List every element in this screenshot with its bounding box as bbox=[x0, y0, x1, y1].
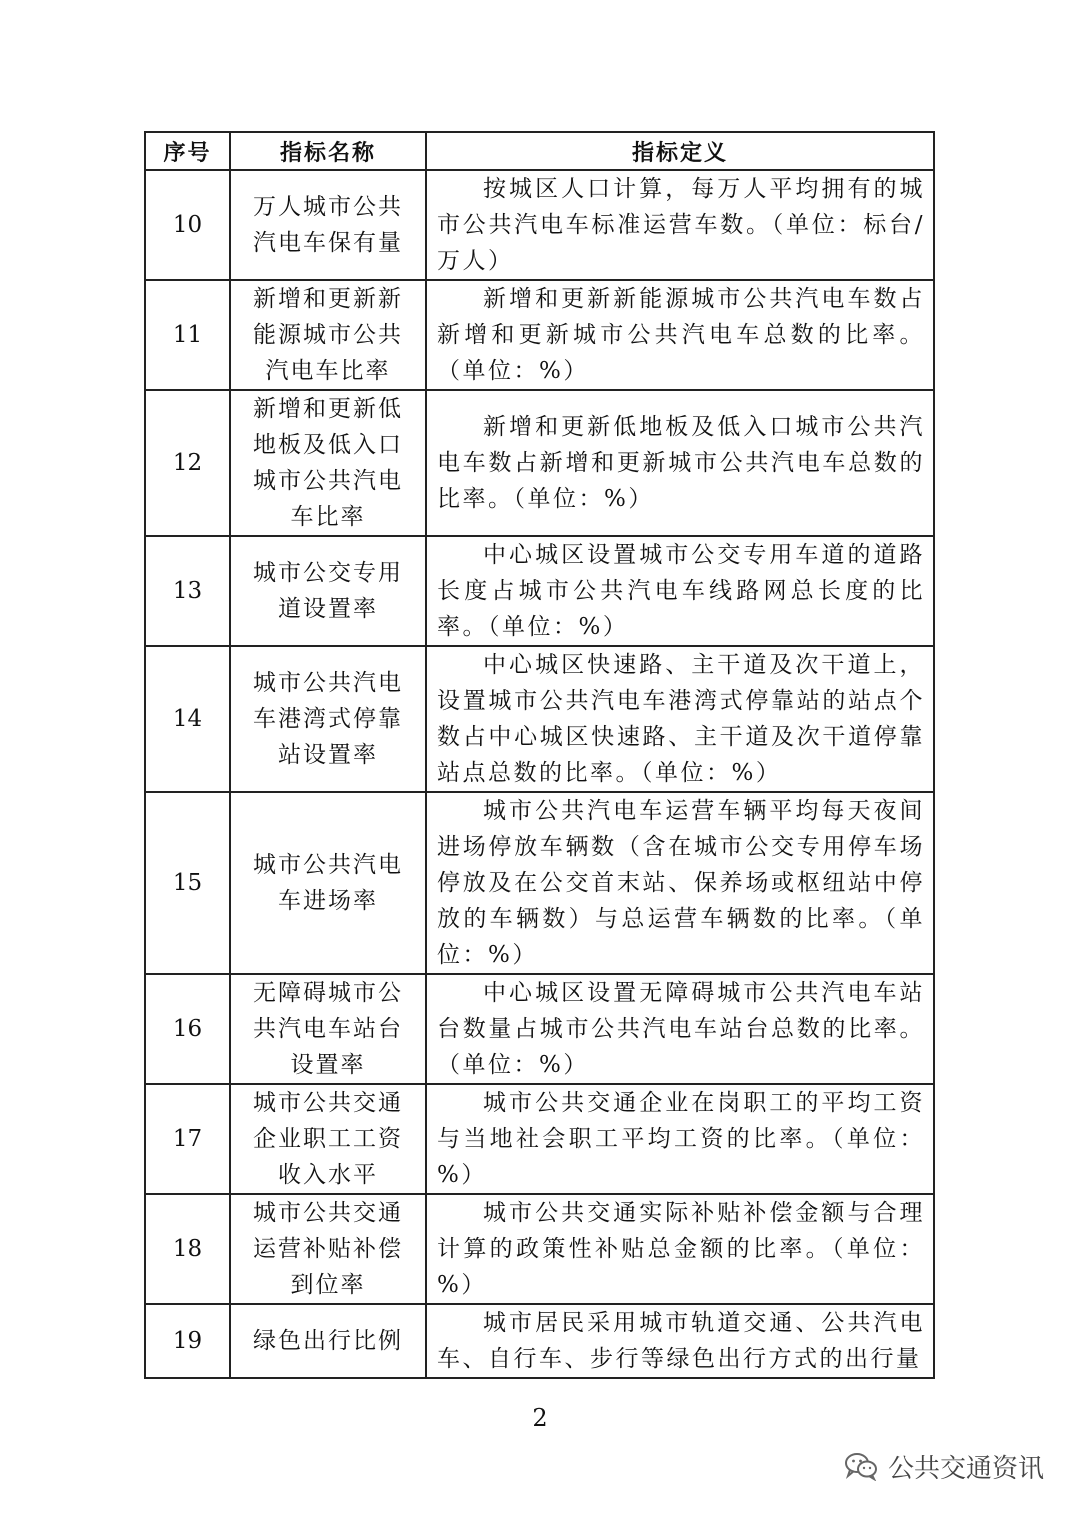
watermark-text: 公共交通资讯 bbox=[887, 1453, 1044, 1484]
table-row bbox=[145, 792, 934, 974]
row-definition: 按城区人口计算，每万人平均拥有的城市公共汽电车标准运营车数。（单位：标台/万人） bbox=[426, 170, 934, 280]
table-row bbox=[145, 646, 934, 792]
table-header-row bbox=[145, 132, 934, 170]
table-row bbox=[145, 170, 934, 280]
row-definition: 中心城区快速路、主干道及次干道上，设置城市公共汽电车港湾式停靠站的站点个数占中心城区快速路、主干道及次干道停靠站点总数的比率。（单位：%） bbox=[426, 646, 934, 792]
page-number: 2 bbox=[532, 1404, 548, 1432]
header-definition: 指标定义 bbox=[426, 132, 934, 170]
indicator-table bbox=[144, 131, 935, 1379]
row-seq: 12 bbox=[145, 390, 230, 536]
table-row bbox=[145, 974, 934, 1084]
table-row bbox=[145, 1084, 934, 1194]
row-seq: 19 bbox=[145, 1304, 230, 1378]
row-definition: 城市公共汽电车运营车辆平均每天夜间进场停放车辆数（含在城市公交专用停车场停放及在公交首末站、保养场或枢纽站中停放的车辆数）与总运营车辆数的比率。（单位：%） bbox=[426, 792, 934, 974]
header-seq: 序号 bbox=[145, 132, 230, 170]
row-name: 绿色出行比例 bbox=[230, 1304, 426, 1378]
header-name: 指标名称 bbox=[230, 132, 426, 170]
row-name: 城市公共交通企业职工工资收入水平 bbox=[230, 1084, 426, 1194]
row-name: 新增和更新新能源城市公共汽电车比率 bbox=[230, 280, 426, 390]
row-definition: 新增和更新低地板及低入口城市公共汽电车数占新增和更新城市公共汽电车总数的比率。（单位：%） bbox=[426, 390, 934, 536]
row-definition: 新增和更新新能源城市公共汽电车数占新增和更新城市公共汽电车总数的比率。（单位：%） bbox=[426, 280, 934, 390]
row-name: 无障碍城市公共汽电车站台设置率 bbox=[230, 974, 426, 1084]
wechat-icon bbox=[844, 1451, 878, 1481]
row-seq: 13 bbox=[145, 536, 230, 646]
table-row bbox=[145, 536, 934, 646]
table-row bbox=[145, 1194, 934, 1304]
row-name: 城市公交专用道设置率 bbox=[230, 536, 426, 646]
table-row bbox=[145, 280, 934, 390]
table-row bbox=[145, 390, 934, 536]
row-definition: 中心城区设置无障碍城市公共汽电车站台数量占城市公共汽电车站台总数的比率。（单位：%） bbox=[426, 974, 934, 1084]
row-definition: 中心城区设置城市公交专用车道的道路长度占城市公共汽电车线路网总长度的比率。（单位：%） bbox=[426, 536, 934, 646]
row-name: 城市公共汽电车港湾式停靠站设置率 bbox=[230, 646, 426, 792]
row-seq: 10 bbox=[145, 170, 230, 280]
row-name: 万人城市公共汽电车保有量 bbox=[230, 170, 426, 280]
row-seq: 11 bbox=[145, 280, 230, 390]
table-row bbox=[145, 1304, 934, 1378]
row-name: 城市公共交通运营补贴补偿到位率 bbox=[230, 1194, 426, 1304]
row-definition: 城市居民采用城市轨道交通、公共汽电车、自行车、步行等绿色出行方式的出行量 bbox=[426, 1304, 934, 1378]
row-name: 新增和更新低地板及低入口城市公共汽电车比率 bbox=[230, 390, 426, 536]
row-seq: 15 bbox=[145, 792, 230, 974]
row-seq: 14 bbox=[145, 646, 230, 792]
row-definition: 城市公共交通企业在岗职工的平均工资与当地社会职工平均工资的比率。（单位：%） bbox=[426, 1084, 934, 1194]
watermark bbox=[844, 1446, 1044, 1486]
row-definition: 城市公共交通实际补贴补偿金额与合理计算的政策性补贴总金额的比率。（单位：%） bbox=[426, 1194, 934, 1304]
row-seq: 16 bbox=[145, 974, 230, 1084]
row-seq: 18 bbox=[145, 1194, 230, 1304]
row-seq: 17 bbox=[145, 1084, 230, 1194]
row-name: 城市公共汽电车进场率 bbox=[230, 792, 426, 974]
